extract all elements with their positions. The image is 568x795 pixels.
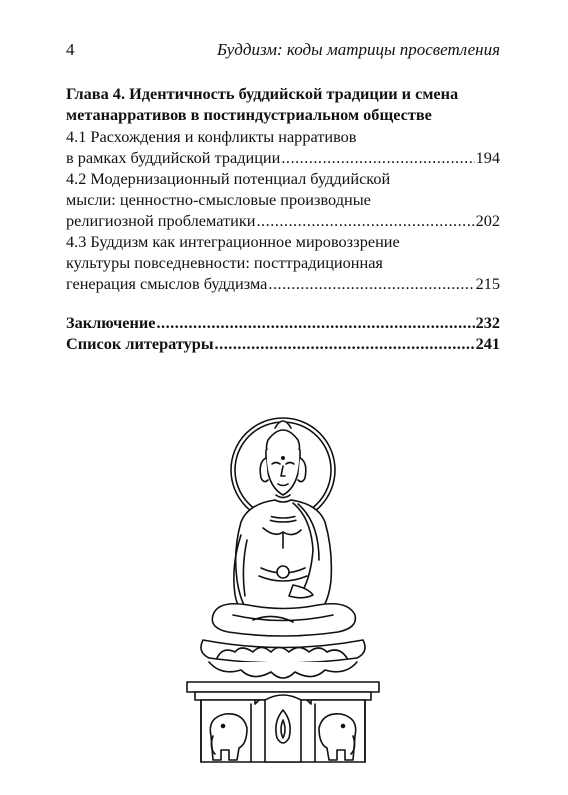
toc-entry-line: 4.1 Расхождения и конфликты нарративов <box>66 127 357 146</box>
running-title: Буддизм: коды матрицы просветления <box>216 40 500 59</box>
chapter-title <box>66 83 500 125</box>
dot-leader <box>256 210 474 231</box>
chapter-title-line: Глава 4. Идентичность буддийской традиции и смена <box>66 84 459 103</box>
toc-page-number: 232 <box>475 313 500 332</box>
toc-entry-line: религиозной проблематики <box>66 211 256 230</box>
toc-entry-line: 4.2 Модернизационный потенциал буддийской <box>66 169 391 188</box>
toc-page-number: 202 <box>475 211 500 230</box>
toc-entry-conclusion[interactable] <box>66 312 500 333</box>
toc-entry-line: в рамках буддийской традиции <box>66 148 281 167</box>
dot-leader <box>268 273 474 294</box>
toc-entry-line: культуры повседневности: посттрадиционная <box>66 253 383 272</box>
toc-entry-4-1[interactable] <box>66 126 500 168</box>
toc-entry-4-3[interactable] <box>66 231 500 294</box>
table-of-contents <box>66 83 500 354</box>
toc-page-number: 241 <box>475 334 500 353</box>
dot-leader <box>281 147 474 168</box>
spacer <box>66 294 500 312</box>
toc-page-number: 215 <box>475 274 500 293</box>
toc-entry-label: Заключение <box>66 313 156 332</box>
toc-entry-line: генерация смыслов буддизма <box>66 274 268 293</box>
page-header <box>66 40 500 64</box>
page-number: 4 <box>66 40 75 59</box>
toc-entry-line: 4.3 Буддизм как интеграционное мировоззрение <box>66 232 400 251</box>
chapter-title-line: метанарративов в постиндустриальном обществе <box>66 105 432 124</box>
toc-entry-4-2[interactable] <box>66 168 500 231</box>
seated-buddha-drawing <box>143 400 423 770</box>
dot-leader <box>215 333 475 354</box>
toc-entry-line: мысли: ценностно-смысловые производные <box>66 190 371 209</box>
toc-page-number: 194 <box>475 148 500 167</box>
toc-entry-bibliography[interactable] <box>66 333 500 354</box>
toc-entry-label: Список литературы <box>66 334 214 353</box>
dot-leader <box>156 312 474 333</box>
